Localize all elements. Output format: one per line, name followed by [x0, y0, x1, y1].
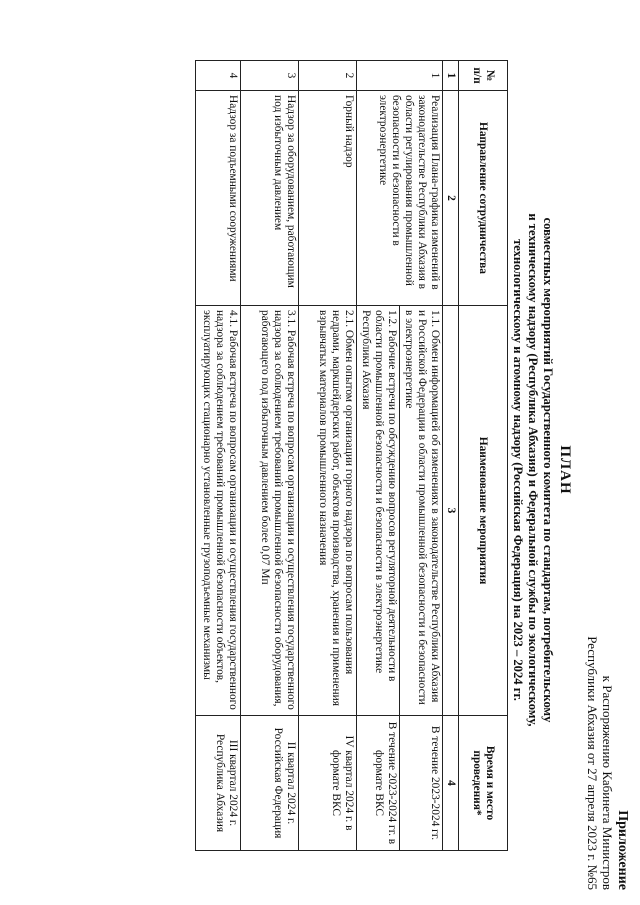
row-direction: Надзор за подъемными сооружениями — [196, 91, 241, 306]
row-activity: 1.1. Обмен информацией об изменениях в законодательстве Республики Абхазия и Российской Федерации в области промышленной безопасности и безопасности в электроэнергетике — [400, 306, 443, 716]
header-num: № п/п — [459, 61, 508, 91]
column-number-row — [443, 61, 459, 851]
title-line-2: и техническому надзору (Республика Абхазия) и Федеральной службы по экологическому, — [526, 213, 540, 727]
appendix-note — [585, 612, 630, 890]
row-time: IV квартал 2024 г. в формате ВКС — [299, 716, 357, 851]
title-line-3: технологическому и атомному надзору (Российская Федерация) на 2023 – 2024 гг. — [511, 239, 525, 701]
row-time: III квартал 2024 г. Республика Абхазия — [196, 716, 241, 851]
col-number: 2 — [443, 91, 459, 306]
table-header-row — [459, 61, 508, 851]
table-row — [299, 61, 357, 851]
title-line-1: совместных мероприятий Государственного комитета по стандартам, потребительскому — [541, 217, 555, 723]
header-time: Время и место проведения* — [459, 716, 508, 851]
table-row — [196, 61, 241, 851]
appendix-heading: Приложение — [615, 810, 630, 890]
header-activity: Наименование мероприятия — [459, 306, 508, 716]
appendix-line-2: Республики Абхазия от 27 апреля 2023 г. №65 — [585, 636, 600, 890]
table-row — [241, 61, 299, 851]
row-activity: 2.1. Обмен опытом организации горного надзора по вопросам пользования недрами, маркшейдерских работ, объектов производства, хранения и применения взрывчатых материалов промышленного назначения — [299, 306, 357, 716]
plan-table — [195, 60, 508, 851]
appendix-line-1: к Распоряжению Кабинета Министров — [600, 675, 615, 890]
col-number: 3 — [443, 306, 459, 716]
row-number: 2 — [299, 61, 357, 91]
col-number: 1 — [443, 61, 459, 91]
table-row — [400, 61, 443, 851]
header-direction: Направление сотрудничества — [459, 91, 508, 306]
row-time: II квартал 2024 г. Российская Федерация — [241, 716, 299, 851]
row-direction: Реализация Плана-графика изменений в законодательстве Республики Абхазия в области регулирования промышленной безопасности и безопасности в электроэнергетике — [357, 91, 443, 306]
row-activity: 3.1. Рабочая встреча по вопросам организации и осуществления государственного надзора за соблюдением требований промышленной безопасности оборудования, работающего под избыточным давлением более 0,07 Мп — [241, 306, 299, 716]
title-main: ПЛАН — [557, 445, 573, 495]
row-time: В течение 2023-2024 гг. в формате ВКС — [357, 716, 400, 851]
row-number: 1 — [357, 61, 443, 91]
row-direction: Надзор за оборудованием, работающим под избыточным давлением — [241, 91, 299, 306]
row-direction: Горный надзор — [299, 91, 357, 306]
row-activity: 4.1. Рабочая встреча по вопросам организации и осуществления государственного надзора за соблюдением требований промышленной безопасности объектов, эксплуатирующих стационарно установленные грузоподъемные механизмы — [196, 306, 241, 716]
row-time: В течение 2023-2024 гг. — [400, 716, 443, 851]
col-number: 4 — [443, 716, 459, 851]
row-activity: 1.2. Рабочие встречи по обсуждению вопросов регуляторной деятельности в области промышленной безопасности и безопасности в электроэнергетике Республики Абхазия — [357, 306, 400, 716]
document-title — [510, 150, 574, 790]
row-number: 4 — [196, 61, 241, 91]
row-number: 3 — [241, 61, 299, 91]
